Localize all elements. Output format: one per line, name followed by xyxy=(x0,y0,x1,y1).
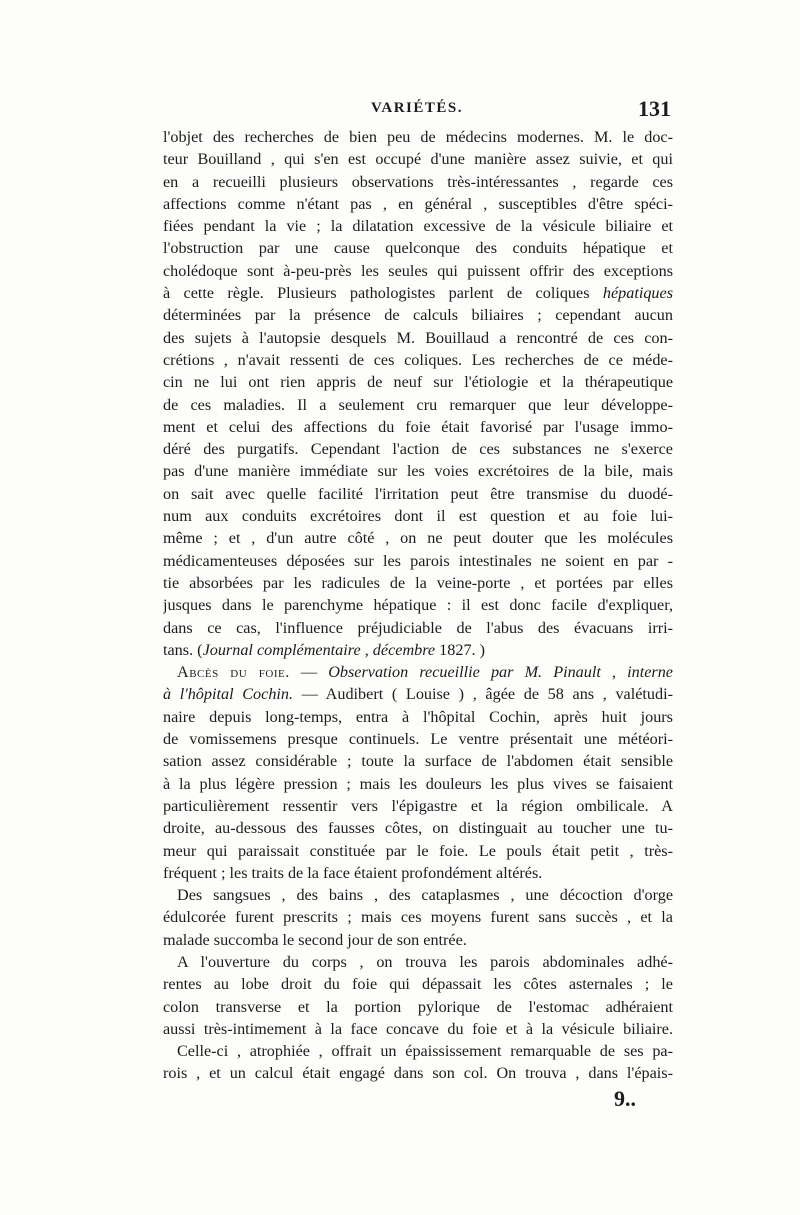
text-line: Celle-ci , atrophiée , offrait un épaississement remarquable de ses pa- xyxy=(177,1042,673,1061)
text-line: malade succomba le second jour de son entrée. xyxy=(163,930,467,949)
observation-role: interne xyxy=(627,663,673,682)
text-line: l'objet des recherches de bien peu de médecins modernes. M. le doc- xyxy=(163,128,673,146)
journal-citation-line xyxy=(163,639,673,661)
text-line-with-italic xyxy=(163,683,673,705)
text-line: sation assez considérable ; toute la surface de l'abdomen était sensible xyxy=(163,752,673,771)
text-line: colon transverse et la portion pylorique de l'estomac adhéraient xyxy=(163,997,673,1016)
running-title: VARIÉTÉS. xyxy=(370,100,463,116)
text-line-with-italic xyxy=(163,282,673,304)
body-text xyxy=(163,126,673,1085)
text-line: ment et celui des affections du foie était favorisé par l'usage immo- xyxy=(163,417,673,436)
text-line: édulcorée furent prescrits ; mais ces moyens furent sans succès , et la xyxy=(163,908,673,927)
section-heading: Abcès du foie. xyxy=(177,663,290,682)
text-line: fiées pendant la vie ; la dilatation excessive de la vésicule biliaire et xyxy=(163,217,673,236)
text-line: teur Bouilland , qui s'en est occupé d'une manière assez suivie, et qui xyxy=(163,150,673,169)
text-line: en a recueilli plusieurs observations très-intéressantes , regarde ces xyxy=(163,172,673,191)
text-line: même ; et , d'un autre côté , on ne peut douter que les molécules xyxy=(163,529,673,548)
signature-mark: 9.. xyxy=(614,1086,636,1111)
text-line: déterminées par la présence de calculs biliaires ; cependant aucun xyxy=(163,306,673,325)
citation-separator: , xyxy=(360,640,373,659)
citation-year: 1827. ) xyxy=(435,640,486,659)
text-line: tie absorbées par les radicules de la veine-porte , et portées par elles xyxy=(163,573,673,592)
text-line: particulièrement ressentir vers l'épigastre et la région ombilicale. A xyxy=(163,796,673,815)
journal-title: Journal complémentaire xyxy=(202,640,361,659)
text-line: aussi très-intimement à la face concave du foie et à la vésicule biliaire. xyxy=(163,1019,673,1038)
text-line: A l'ouverture du corps , on trouva les parois abdominales adhé- xyxy=(177,952,673,971)
text-fragment: — Audibert ( Louise ) , âgée de 58 ans , valétudi- xyxy=(293,685,673,704)
text-line: des sujets à l'autopsie desquels M. Bouillaud a rencontré de ces con- xyxy=(163,328,673,347)
section-heading-line xyxy=(163,661,673,683)
text-line: rentes au lobe droit du foie qui dépassait les côtes asternales ; le xyxy=(163,975,673,994)
page-header xyxy=(163,96,671,126)
text-line: de ces maladies. Il a seulement cru remarquer que leur développe- xyxy=(163,395,673,414)
hospital-name: à l'hôpital Cochin. xyxy=(163,685,294,704)
text-line: jusques dans le parenchyme hépatique : il est donc facile d'expliquer, xyxy=(163,596,673,615)
observation-separator: , xyxy=(600,663,628,682)
heading-dash: — xyxy=(289,663,329,682)
page-number: 131 xyxy=(638,96,671,121)
text-line: droite, au-dessous des fausses côtes, on distinguait au toucher une tu- xyxy=(163,819,673,838)
text-line: cholédoque sont à-peu-près les seules qui puissent offrir des exceptions xyxy=(163,261,673,280)
text-line: pas d'une manière immédiate sur les voies excrétoires de la bile, mais xyxy=(163,462,673,481)
text-fragment: tans. ( xyxy=(163,640,203,659)
text-line: naire depuis long-temps, entra à l'hôpital Cochin, après huit jours xyxy=(163,707,673,726)
text-line: à la plus légère pression ; mais les douleurs les plus vives se faisaient xyxy=(163,774,673,793)
text-line: on sait avec quelle facilité l'irritation peut être transmise du duodé- xyxy=(163,484,673,503)
text-line: médicamenteuses déposées sur les parois intestinales ne soient en par - xyxy=(163,551,673,570)
text-line: affections comme n'étant pas , en général , susceptibles d'être spéci- xyxy=(163,194,673,213)
text-line: fréquent ; les traits de la face étaient profondément altérés. xyxy=(163,863,543,882)
text-line: meur qui paraissait constituée par le foie. Le pouls était petit , très- xyxy=(163,841,673,860)
text-line: de vomissemens presque continuels. Le ventre présentait une météori- xyxy=(163,730,673,749)
text-line: Des sangsues , des bains , des cataplasmes , une décoction d'orge xyxy=(177,886,673,905)
text-line: rois , et un calcul était engagé dans son col. On trouva , dans l'épais- xyxy=(163,1064,673,1083)
text-line: déré des purgatifs. Cependant l'action de ces substances ne s'exerce xyxy=(163,440,673,459)
text-line: crétions , n'avait ressenti de ces coliques. Les recherches de ce méde- xyxy=(163,350,673,369)
observation-title: Observation recueillie par M. Pinault xyxy=(328,663,601,682)
text-line: num aux conduits excrétoires dont il est question et au foie lui- xyxy=(163,507,673,526)
text-line: cin ne lui ont rien appris de neuf sur l'étiologie et la thérapeutique xyxy=(163,373,673,392)
citation-date: décembre xyxy=(372,640,436,659)
text-fragment: à cette règle. Plusieurs pathologistes parlent de coliques xyxy=(163,284,590,303)
text-line: l'obstruction par une cause quelconque des conduits hépatique et xyxy=(163,239,673,258)
italic-term: hépatiques xyxy=(602,284,673,303)
text-line: dans ce cas, l'influence préjudiciable de l'abus des évacuans irri- xyxy=(163,618,673,637)
